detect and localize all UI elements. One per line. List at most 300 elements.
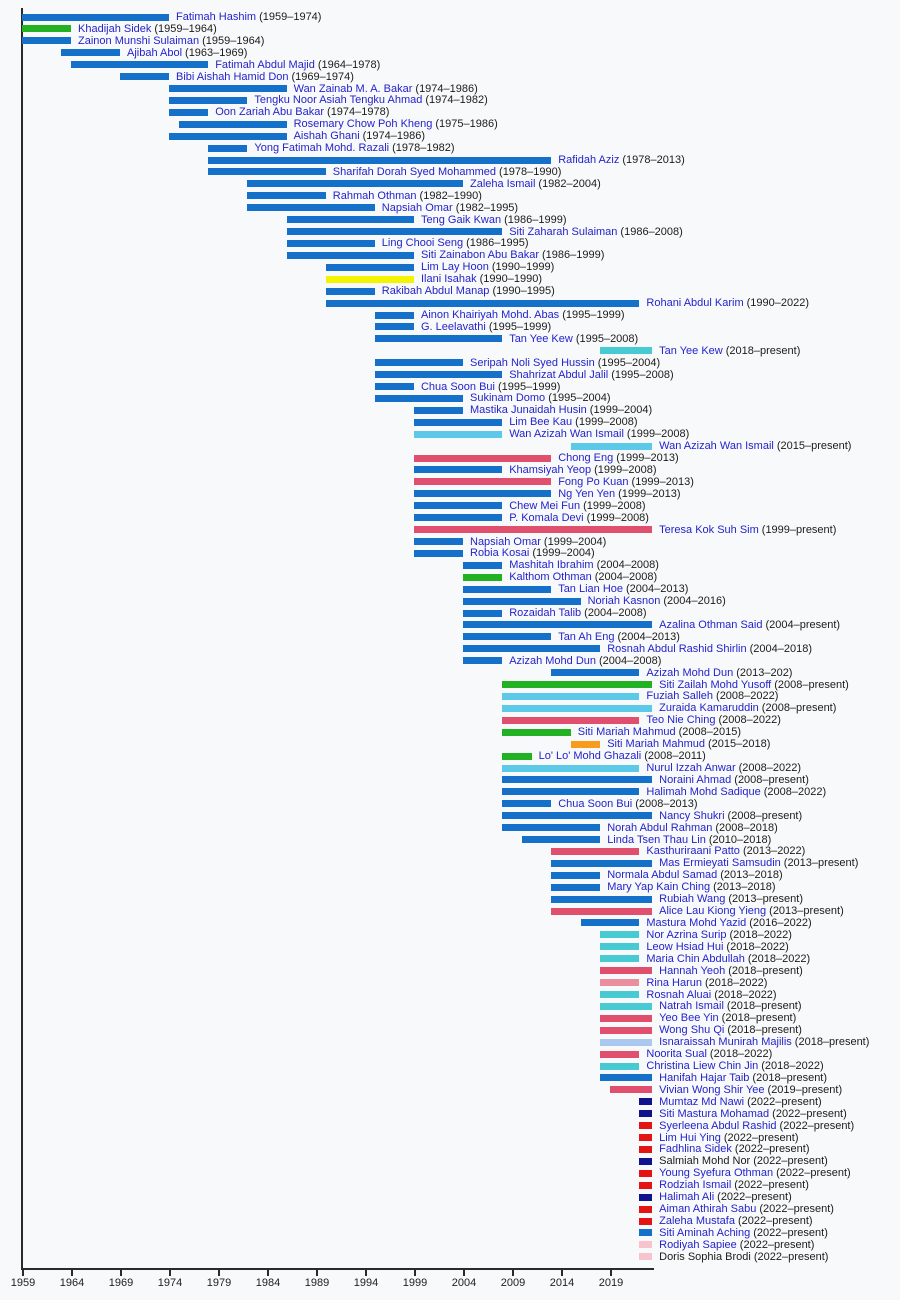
mp-name-link[interactable]: Linda Tsen Thau Lin: [607, 833, 706, 846]
mp-name-link[interactable]: Rubiah Wang: [659, 893, 726, 906]
mp-name-link[interactable]: Syerleena Abdul Rashid: [659, 1119, 777, 1132]
mp-name-link[interactable]: Lim Hui Ying: [659, 1131, 721, 1144]
mp-name-link[interactable]: Rodziah Ismail: [659, 1179, 732, 1192]
timeline-bar: [551, 860, 652, 867]
timeline-bar: [463, 586, 551, 593]
term-dates: (2008–2018): [715, 821, 778, 834]
x-tick: [120, 1270, 122, 1276]
timeline-bar: [639, 1110, 652, 1117]
mp-name-link[interactable]: Norah Abdul Rahman: [607, 821, 713, 834]
timeline-row: [414, 500, 646, 512]
mp-name-link[interactable]: Leow Hsiad Hui: [646, 940, 724, 953]
mp-name-link[interactable]: Teresa Kok Suh Sim: [659, 523, 759, 536]
timeline-bar: [502, 753, 531, 760]
timeline-bar: [414, 419, 502, 426]
term-dates: (2013–present): [728, 893, 803, 906]
term-dates: (1999–2004): [589, 404, 653, 417]
row-label: [558, 798, 697, 810]
timeline-row: [247, 178, 600, 190]
timeline-bar: [22, 37, 71, 44]
timeline-bar: [375, 312, 414, 319]
row-label: [509, 559, 659, 571]
x-tick-label: 1959: [10, 1277, 36, 1289]
timeline-row: [22, 11, 321, 23]
x-tick-label: 1969: [108, 1277, 134, 1289]
mp-name-link[interactable]: Sharifah Dorah Syed Mohammed: [332, 165, 497, 178]
mp-name-link[interactable]: Rodiyah Sapiee: [659, 1238, 737, 1251]
mp-name-link[interactable]: Alice Lau Kiong Yieng: [659, 905, 767, 918]
timeline-row: [502, 714, 781, 726]
mp-name-link[interactable]: Kasthuriraani Patto: [646, 845, 740, 858]
mp-name-link[interactable]: Fuziah Salleh: [646, 690, 714, 703]
timeline-row: [600, 929, 792, 941]
timeline-row: [639, 1108, 846, 1120]
timeline-row: [639, 1167, 850, 1179]
timeline-bar: [208, 157, 551, 164]
timeline-bar: [375, 323, 414, 330]
mp-name-link[interactable]: Wan Azizah Wan Ismail: [509, 428, 624, 441]
row-label: [509, 428, 689, 440]
timeline-row: [571, 440, 852, 452]
row-label: [659, 524, 836, 536]
mp-name-link[interactable]: Siti Zainabon Abu Bakar: [420, 249, 540, 262]
timeline-bar: [600, 967, 652, 974]
term-dates: (2022–present): [776, 1167, 851, 1180]
mp-name-link[interactable]: Aiman Athirah Sabu: [659, 1203, 757, 1216]
mp-name-link[interactable]: Natrah Ismail: [659, 1000, 724, 1013]
term-dates: (1999–2008): [583, 499, 646, 512]
timeline-bar: [502, 765, 639, 772]
mp-name-link[interactable]: Vivian Wong Shir Yee: [659, 1083, 765, 1096]
timeline-row: [600, 941, 789, 953]
mp-name-link[interactable]: Rakibah Abdul Manap: [381, 285, 490, 298]
timeline-row: [414, 488, 680, 500]
x-tick: [610, 1270, 612, 1276]
timeline-row: [375, 333, 638, 345]
timeline-row: [502, 786, 826, 798]
timeline-bar: [600, 347, 652, 354]
mp-name-link[interactable]: Azizah Mohd Dun: [646, 666, 734, 679]
mp-name-link[interactable]: Rosnah Abdul Rashid Shirlin: [607, 642, 747, 655]
row-label: [470, 392, 611, 404]
timeline-row: [463, 571, 657, 583]
mp-name-link[interactable]: Rosnah Aluai: [646, 988, 712, 1001]
timeline-bar: [600, 1027, 652, 1034]
row-label: [470, 178, 601, 190]
timeline-bar: [600, 1051, 639, 1058]
timeline-row: [414, 464, 657, 476]
timeline-bar: [463, 562, 502, 569]
row-label: [509, 655, 661, 667]
row-label: [558, 154, 685, 166]
mp-name-link: Doris Sophia Brodi: [659, 1250, 751, 1263]
term-dates: (2004–2018): [749, 642, 812, 655]
timeline-bar: [287, 228, 503, 235]
row-label: [659, 965, 803, 977]
mp-name-link[interactable]: Sukinam Domo: [469, 392, 546, 405]
mp-name-link[interactable]: Kalthom Othman: [509, 571, 592, 584]
timeline-bar: [414, 455, 551, 462]
mp-name-link[interactable]: Wan Zainab M. A. Bakar: [293, 82, 413, 95]
row-label: [558, 476, 694, 488]
term-dates: (2022–present): [753, 1155, 828, 1168]
timeline-bar: [571, 741, 600, 748]
term-dates: (1990–1999): [491, 261, 555, 274]
row-label: [421, 214, 567, 226]
mp-name-link[interactable]: Teng Gaik Kwan: [420, 213, 502, 226]
mp-name-link[interactable]: Hanifah Hajar Taib: [659, 1071, 750, 1084]
timeline-row: [463, 631, 680, 643]
timeline-bar: [414, 431, 502, 438]
timeline-row: [502, 822, 778, 834]
timeline-row: [414, 547, 595, 559]
row-label: [421, 309, 625, 321]
row-label: [78, 35, 264, 47]
row-label: [659, 1012, 796, 1024]
mp-name-link[interactable]: Lo' Lo' Mohd Ghazali: [538, 750, 642, 763]
row-label: [509, 369, 673, 381]
mp-name-link[interactable]: Ng Yen Yen: [558, 487, 616, 500]
row-label: [558, 631, 680, 643]
row-label: [646, 714, 780, 726]
timeline-bar: [600, 955, 639, 962]
mp-name-link[interactable]: Robia Kosai: [470, 547, 530, 560]
mp-name-link[interactable]: Ilani Isahak: [420, 273, 477, 286]
timeline-row: [287, 237, 529, 249]
row-label: [509, 416, 637, 428]
row-label: [646, 690, 778, 702]
row-label: [558, 583, 688, 595]
timeline-row: [502, 762, 801, 774]
x-tick-label: 2019: [598, 1277, 624, 1289]
term-dates: (2004–2008): [599, 654, 662, 667]
mp-name-link[interactable]: Shahrizat Abdul Jalil: [509, 368, 609, 381]
term-dates: (1999–2008): [575, 416, 638, 429]
term-dates: (1986–1995): [466, 237, 529, 250]
x-tick: [365, 1270, 367, 1276]
term-dates: (2018–present): [725, 344, 801, 357]
timeline-row: [120, 71, 354, 83]
mp-name-link[interactable]: Azalina Othman Said: [659, 618, 763, 631]
term-dates: (2022–present): [772, 1107, 847, 1120]
term-dates: (1986–1999): [542, 249, 605, 262]
timeline-row: [502, 810, 802, 822]
timeline-bar: [600, 1063, 639, 1070]
term-dates: (2018–2022): [714, 988, 777, 1001]
mp-name-link[interactable]: Noraini Ahmad: [659, 773, 732, 786]
timeline-bar: [463, 621, 652, 628]
timeline-bar: [502, 717, 639, 724]
mp-name-link[interactable]: Tan Yee Kew: [659, 344, 723, 357]
row-label: [607, 822, 778, 834]
mp-name-link[interactable]: G. Leelavathi: [420, 320, 486, 333]
timeline-bar: [502, 729, 571, 736]
row-label: [470, 536, 606, 548]
row-label: [659, 1072, 827, 1084]
mp-name-link[interactable]: Hannah Yeoh: [659, 964, 726, 977]
row-label: [659, 905, 844, 917]
mp-name-link[interactable]: Khadijah Sidek: [78, 22, 152, 35]
term-dates: (2013–2018): [720, 869, 783, 882]
term-dates: (2008–present): [774, 678, 849, 691]
mp-name-link[interactable]: Chua Soon Bui: [420, 380, 495, 393]
row-label: [659, 774, 809, 786]
mp-name-link[interactable]: Bibi Aishah Hamid Don: [176, 70, 289, 83]
mp-name-link[interactable]: Yeo Bee Yin: [659, 1012, 719, 1025]
timeline-bar: [120, 73, 169, 80]
timeline-row: [463, 607, 647, 619]
term-dates: (2018–2022): [729, 928, 792, 941]
term-dates: (1959–1974): [259, 11, 322, 23]
mp-name-link[interactable]: Ainon Khairiyah Mohd. Abas: [420, 309, 560, 322]
timeline-bar: [375, 371, 502, 378]
term-dates: (2015–2018): [708, 738, 771, 751]
term-dates: (1990–2022): [746, 297, 810, 310]
term-dates: (1974–1986): [415, 82, 478, 95]
mp-name-link[interactable]: Rahmah Othman: [332, 189, 417, 202]
term-dates: (1964–1978): [317, 58, 381, 71]
x-tick-label: 2009: [500, 1277, 526, 1289]
timeline-bar: [375, 359, 463, 366]
mp-name-link[interactable]: Mas Ermieyati Samsudin: [659, 857, 781, 870]
term-dates: (2008–2011): [644, 750, 706, 763]
row-label: [659, 1191, 792, 1203]
mp-name-link[interactable]: Rina Harun: [646, 976, 703, 989]
timeline-row: [414, 452, 679, 464]
term-dates: (2022–present): [737, 1215, 813, 1228]
mp-name-link[interactable]: Isnaraissah Munirah Majilis: [659, 1036, 792, 1049]
term-dates: (2018–2022): [705, 976, 768, 989]
mp-name-link[interactable]: Wong Shu Qi: [659, 1024, 725, 1037]
timeline-row: [414, 404, 652, 416]
mp-name-link[interactable]: Mary Yap Kain Ching: [607, 881, 711, 894]
mp-name-link[interactable]: Tan Ah Eng: [558, 630, 615, 643]
mp-name-link[interactable]: Chua Soon Bui: [558, 797, 633, 810]
term-dates: (2008–present): [727, 809, 803, 822]
row-label: [254, 142, 454, 154]
mp-name-link[interactable]: Ling Chooi Seng: [381, 237, 464, 250]
timeline-bar: [639, 1218, 652, 1225]
timeline-bar: [600, 1074, 652, 1081]
timeline-row: [375, 357, 660, 369]
row-label: [588, 595, 726, 607]
term-dates: (1990–1995): [492, 285, 555, 298]
term-dates: (1986–1999): [504, 213, 567, 226]
mp-name-link[interactable]: Rohani Abdul Karim: [646, 297, 744, 310]
term-dates: (1999–2004): [532, 547, 595, 560]
timeline-bar: [287, 252, 414, 259]
mp-name-link[interactable]: Tan Lian Hoe: [558, 583, 624, 596]
mp-name-link[interactable]: Young Syefura Othman: [659, 1167, 774, 1180]
timeline-row: [502, 679, 849, 691]
mp-name-link[interactable]: Seripah Noli Syed Hussin: [469, 356, 595, 369]
mp-name-link[interactable]: Lim Lay Hoon: [420, 261, 489, 274]
timeline-row: [639, 1215, 812, 1227]
timeline-bar: [414, 478, 551, 485]
timeline-row: [169, 94, 488, 106]
timeline-bar: [247, 204, 374, 211]
mp-name-link[interactable]: Mastura Mohd Yazid: [646, 916, 747, 929]
mp-name-link[interactable]: Nancy Shukri: [659, 809, 725, 822]
timeline-bar: [326, 300, 640, 307]
row-label: [470, 547, 595, 559]
term-dates: (1974–1982): [425, 94, 488, 107]
mp-name-link[interactable]: Siti Zailah Mohd Yusoff: [659, 678, 772, 691]
timeline-bar: [502, 693, 639, 700]
mp-name-link[interactable]: Azizah Mohd Dun: [509, 654, 597, 667]
mp-name-link[interactable]: Fatimah Abdul Majid: [215, 58, 315, 71]
timeline-row: [502, 726, 741, 738]
row-label: [659, 1000, 801, 1012]
mp-name-link[interactable]: Zainon Munshi Sulaiman: [78, 34, 200, 47]
term-dates: (2022–present): [734, 1143, 810, 1156]
mp-name-link[interactable]: Tengku Noor Asiah Tengku Ahmad: [254, 94, 423, 107]
timeline-bar: [639, 1134, 652, 1141]
timeline-bar: [600, 1039, 652, 1046]
mp-name-link[interactable]: Siti Aminah Aching: [659, 1226, 751, 1239]
timeline-row: [639, 1096, 821, 1108]
timeline-bar: [463, 645, 600, 652]
mp-name-link[interactable]: Wan Azizah Wan Ismail: [659, 440, 774, 453]
timeline-row: [414, 428, 689, 440]
mp-name-link[interactable]: Siti Zaharah Sulaiman: [509, 225, 618, 238]
row-label: [659, 1155, 828, 1167]
row-label: [294, 130, 425, 142]
row-label: [558, 488, 680, 500]
mp-name-link[interactable]: Nurul Izzah Anwar: [646, 762, 736, 775]
row-label: [659, 857, 858, 869]
mp-name-link[interactable]: Zaleha Mustafa: [659, 1215, 735, 1228]
row-label: [659, 1215, 812, 1227]
term-dates: (2018–present): [752, 1071, 828, 1084]
mp-name-link[interactable]: Chew Mei Fun: [509, 499, 581, 512]
x-tick-label: 1999: [402, 1277, 428, 1289]
row-label: [607, 643, 812, 655]
mp-name-link[interactable]: Teo Nie Ching: [646, 714, 716, 727]
mp-name-link[interactable]: Mastika Junaidah Husin: [470, 404, 587, 417]
mp-name-link[interactable]: Zuraida Kamaruddin: [659, 702, 759, 715]
row-label: [509, 464, 656, 476]
timeline-bar: [375, 335, 502, 342]
timeline-bar: [639, 1241, 652, 1248]
timeline-row: [600, 1048, 772, 1060]
mp-name-link[interactable]: Siti Mariah Mahmud: [577, 726, 676, 739]
mp-name-link[interactable]: Siti Mariah Mahmud: [607, 738, 706, 751]
timeline-bar: [639, 1194, 652, 1201]
timeline-bar: [600, 931, 639, 938]
timeline-bar: [502, 800, 551, 807]
timeline-bar: [169, 109, 208, 116]
mp-name-link[interactable]: P. Komala Devi: [509, 511, 584, 524]
timeline-bar: [208, 168, 326, 175]
timeline-bar: [639, 1182, 652, 1189]
timeline-row: [600, 1000, 801, 1012]
row-label: [659, 1179, 809, 1191]
x-axis-line: [21, 1268, 654, 1270]
mp-name-link[interactable]: Mumtaz Md Nawi: [659, 1095, 745, 1108]
x-tick: [512, 1270, 514, 1276]
mp-name-link[interactable]: Tan Yee Kew: [509, 332, 573, 345]
row-label: [659, 345, 800, 357]
mp-name-link[interactable]: Fadhlina Sidek: [659, 1143, 732, 1156]
mp-name-link[interactable]: Zaleha Ismail: [469, 177, 536, 190]
mp-name-link[interactable]: Siti Mastura Mohamad: [659, 1107, 770, 1120]
mp-name-link[interactable]: Oon Zariah Abu Bakar: [215, 106, 325, 119]
mp-name-link[interactable]: Khamsiyah Yeop: [509, 463, 592, 476]
row-label: [294, 118, 498, 130]
mp-name-link[interactable]: Yong Fatimah Mohd. Razali: [254, 142, 390, 155]
term-dates: (2018–2022): [747, 952, 811, 965]
mp-name-link[interactable]: Christina Liew Chin Jin: [646, 1060, 759, 1073]
timeline-bar: [326, 264, 414, 271]
term-dates: (2018–2022): [709, 1048, 773, 1061]
mp-name-link[interactable]: Rafidah Aziz: [558, 154, 620, 167]
timeline-row: [600, 1024, 802, 1036]
row-label: [421, 261, 554, 273]
mp-name-link[interactable]: Noriah Kasnon: [587, 595, 661, 608]
timeline-bar: [639, 1098, 652, 1105]
row-label: [646, 845, 805, 857]
mp-name-link[interactable]: Fatimah Hashim: [176, 11, 257, 23]
timeline-row: [463, 595, 726, 607]
row-label: [421, 381, 560, 393]
row-label: [659, 1132, 798, 1144]
timeline-bar: [639, 1229, 652, 1236]
mp-name-link[interactable]: Ajibah Abol: [126, 46, 183, 59]
mp-name-link[interactable]: Rosemary Chow Poh Kheng: [293, 118, 433, 131]
mp-name-link[interactable]: Chong Eng: [558, 452, 614, 465]
timeline-row: [600, 1072, 827, 1084]
mp-name-link[interactable]: Rozaidah Talib: [509, 607, 582, 620]
timeline-row: [571, 738, 771, 750]
mp-name-link[interactable]: Halimah Mohd Sadique: [646, 785, 761, 798]
mp-name-link[interactable]: Normala Abdul Samad: [607, 869, 718, 882]
mp-name-link[interactable]: Noorita Sual: [646, 1048, 707, 1061]
row-label: [382, 237, 529, 249]
mp-name-link[interactable]: Aishah Ghani: [293, 130, 360, 143]
timeline-row: [247, 190, 482, 202]
mp-name-link[interactable]: Napsiah Omar: [470, 535, 541, 548]
mp-name-link[interactable]: Mashitah Ibrahim: [509, 559, 594, 572]
mp-name-link[interactable]: Fong Po Kuan: [558, 475, 629, 488]
timeline-bar: [551, 872, 600, 879]
timeline-bar: [639, 1122, 652, 1129]
timeline-bar: [502, 788, 639, 795]
timeline-row: [639, 1132, 798, 1144]
term-dates: (1978–2013): [622, 154, 685, 167]
mp-name-link[interactable]: Nor Azrina Surip: [646, 928, 727, 941]
term-dates: (1978–1982): [392, 142, 455, 155]
mp-name-link[interactable]: Maria Chin Abdullah: [646, 952, 745, 965]
mp-name-link[interactable]: Lim Bee Kau: [509, 416, 573, 429]
term-dates: (2018–present): [728, 964, 803, 977]
term-dates: (2022–present): [753, 1250, 829, 1263]
row-label: [176, 11, 321, 23]
mp-name-link[interactable]: Halimah Ali: [659, 1191, 715, 1204]
row-label: [333, 190, 482, 202]
row-label: [509, 571, 657, 583]
mp-name-link[interactable]: Napsiah Omar: [381, 201, 453, 214]
row-label: [470, 357, 660, 369]
row-label: [659, 1024, 802, 1036]
timeline-bar: [639, 1206, 652, 1213]
timeline-row: [414, 524, 836, 536]
timeline-bar: [414, 407, 463, 414]
timeline-bar: [463, 574, 502, 581]
term-dates: (1999–2013): [616, 452, 679, 465]
timeline-bar: [287, 240, 375, 247]
row-label: [470, 404, 652, 416]
